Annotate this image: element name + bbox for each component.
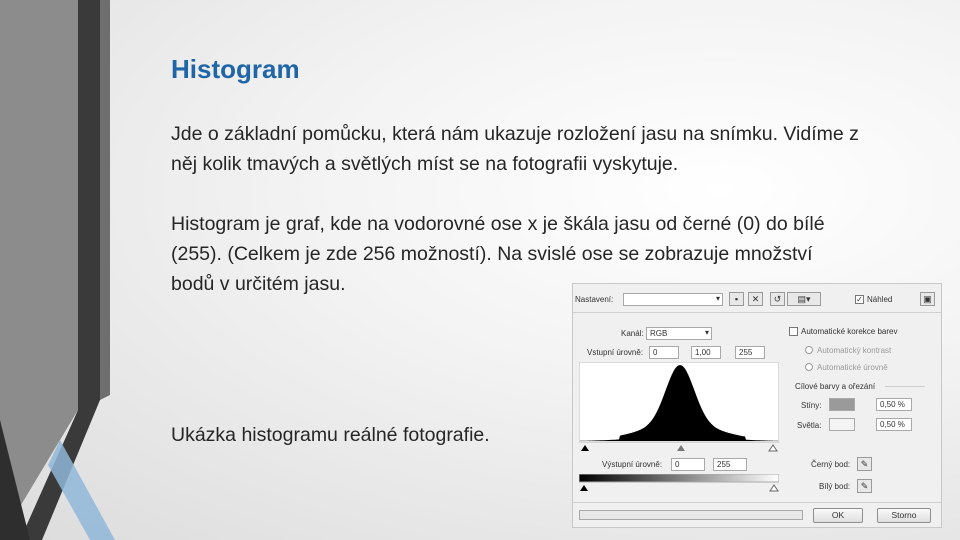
output-gradient bbox=[579, 474, 779, 492]
auto-levels-label: Automatické úrovně bbox=[817, 363, 888, 372]
expand-icon[interactable]: ▣ bbox=[920, 292, 935, 306]
status-bar bbox=[579, 510, 803, 520]
preset-select[interactable] bbox=[623, 293, 723, 306]
black-eyedropper-icon[interactable]: ✎ bbox=[857, 457, 872, 471]
input-white-field[interactable]: 255 bbox=[735, 346, 765, 359]
white-output-slider[interactable] bbox=[770, 485, 778, 491]
auto-contrast-radio[interactable] bbox=[805, 346, 813, 354]
menu-icon[interactable]: ▤▾ bbox=[787, 292, 821, 306]
black-input-slider[interactable] bbox=[581, 445, 589, 451]
shadows-field[interactable]: 0,50 % bbox=[876, 398, 912, 411]
auto-contrast-label: Automatický kontrast bbox=[817, 346, 892, 355]
axis-paragraph: Histogram je graf, kde na vodorovné ose x je škála jasu od černé (0) do bílé (255). (Celkem je zde 256 možností). Na svislé ose se zobrazuje množství bodů v určitém jasu. bbox=[171, 213, 825, 295]
black-point-label: Černý bod: bbox=[811, 460, 851, 469]
auto-color-label: Automatické korekce barev bbox=[801, 327, 898, 336]
black-output-slider[interactable] bbox=[580, 485, 588, 491]
highlights-swatch[interactable] bbox=[829, 418, 855, 431]
shadows-label: Stíny: bbox=[801, 401, 822, 410]
slide-title: Histogram bbox=[171, 54, 300, 84]
auto-levels-radio[interactable] bbox=[805, 363, 813, 371]
output-levels-label: Výstupní úrovně: bbox=[602, 460, 663, 469]
white-point-label: Bílý bod: bbox=[819, 482, 851, 491]
save-preset-icon[interactable]: ▪ bbox=[729, 292, 744, 306]
input-black-field[interactable]: 0 bbox=[649, 346, 679, 359]
white-input-slider[interactable] bbox=[769, 445, 777, 451]
output-white-field[interactable]: 255 bbox=[713, 458, 747, 471]
preset-label: Nastavení: bbox=[575, 295, 614, 304]
chevron-down-icon: ▾ bbox=[704, 328, 709, 337]
cancel-button[interactable]: Storno bbox=[877, 508, 931, 523]
example-caption: Ukázka histogramu reálné fotografie. bbox=[171, 424, 490, 446]
shadows-swatch[interactable] bbox=[829, 398, 855, 411]
channel-label: Kanál: bbox=[621, 329, 644, 338]
ok-button[interactable]: OK bbox=[813, 508, 863, 523]
preview-checkbox[interactable]: ✓ bbox=[856, 295, 863, 304]
gamma-slider[interactable] bbox=[677, 445, 685, 451]
white-eyedropper-icon[interactable]: ✎ bbox=[857, 479, 872, 493]
preview-label: Náhled bbox=[867, 295, 893, 304]
delete-preset-icon[interactable]: ✕ bbox=[748, 292, 763, 306]
intro-paragraph: Jde o základní pomůcku, která nám ukazuje rozložení jasu na snímku. Vidíme z něj kolik tmavých a světlých míst se na fotografii vyskytuje. bbox=[171, 123, 859, 175]
targets-label: Cílové barvy a ořezání bbox=[795, 382, 876, 391]
channel-select[interactable]: RGB ▾ bbox=[646, 327, 712, 340]
highlights-label: Světla: bbox=[797, 421, 822, 430]
output-black-field[interactable]: 0 bbox=[671, 458, 705, 471]
auto-color-checkbox[interactable] bbox=[789, 327, 798, 336]
input-levels-label: Vstupní úrovně: bbox=[587, 348, 644, 357]
input-gamma-field[interactable]: 1,00 bbox=[691, 346, 721, 359]
decorative-side-bars bbox=[0, 0, 140, 540]
levels-dialog bbox=[572, 283, 942, 528]
histogram-graph bbox=[579, 362, 779, 452]
chevron-down-icon: ▾ bbox=[715, 294, 720, 303]
options-icon[interactable]: ↺ bbox=[770, 292, 785, 306]
highlights-field[interactable]: 0,50 % bbox=[876, 418, 912, 431]
